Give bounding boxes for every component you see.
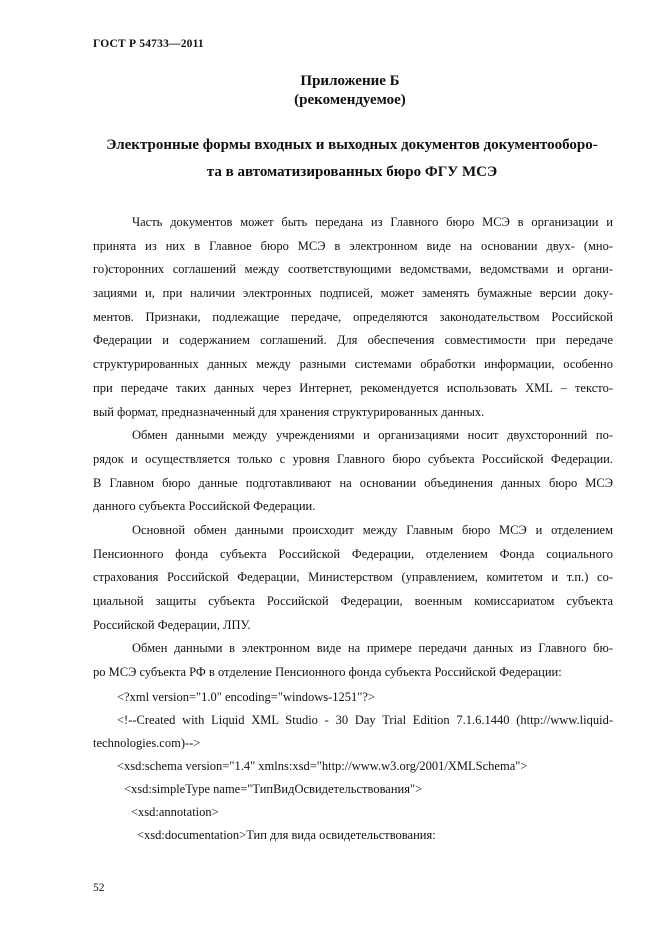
paragraph-line: ро МСЭ субъекта РФ в отделение Пенсионного фонда субъекта Российской Федерации: [93,665,562,680]
paragraph-line: Часть документов может быть передана из Главного бюро МСЭ в организации и [132,215,613,229]
paragraph-line: Российской Федерации, ЛПУ. [93,617,251,632]
code-line: <xsd:annotation> [131,805,219,819]
paragraph-line: го)сторонних соглашений между соответствующими ведомствами, ведомствами и органи- [93,262,613,277]
code-line: <xsd:documentation>Тип для вида освидетельствования: [137,828,436,842]
paragraph-line: Федерации и содержанием соглашений. Для обеспечения совместимости при передаче [93,333,613,348]
code-line: <xsd:simpleType name="ТипВидОсвидетельствования"> [124,782,423,796]
paragraph-line: В Главном бюро данные подготавливают на основании объединения данных бюро МСЭ [93,475,613,490]
paragraph-line: Основной обмен данными происходит между Главным бюро МСЭ и отделением [132,522,613,537]
body-text [93,211,613,685]
paragraph-line: структурированных данных между разными системами обработки информации, особенно [93,357,613,372]
paragraph-line: Обмен данными в электронном виде на примере передачи данных из Главного бю- [132,641,613,656]
paragraph-line: Пенсионного фонда субъекта Российской Федерации, отделением Фонда социального [93,546,613,561]
appendix-subtitle: (рекомендуемое) [294,92,406,108]
code-line: <xsd:schema version="1.4" xmlns:xsd="http://www.w3.org/2001/XMLSchema"> [117,759,528,773]
appendix-title: Приложение Б [300,73,400,89]
paragraph-line: вый формат, предназначенный для хранения структурированных данных. [93,404,485,419]
paragraph-line: рядок и осуществляется только с уровня Главного бюро субъекта Российской Федерации. [93,451,613,466]
paragraph-line: принята из них в Главное бюро МСЭ в электронном виде на основании двух- (мно- [93,238,613,253]
page-number: 52 [93,882,105,894]
xml-code-listing [93,686,613,847]
paragraph-line: циальной защиты субъекта Российской Федерации, военным комиссариатом субъекта [93,594,613,608]
code-line: <!--Created with Liquid XML Studio - 30 Day Trial Edition 7.1.6.1440 (http://www.liquid- [117,713,613,727]
paragraph-line: при передаче таких данных через Интернет, рекомендуется использовать XML – тексто- [93,380,613,395]
paragraph-line: ментов. Признаки, подлежащие передаче, определяются законодательством Российской [93,309,613,324]
section-title-line: Электронные формы входных и выходных документов документооборо- [106,137,598,153]
code-line: <?xml version="1.0" encoding="windows-1251"?> [117,690,375,704]
paragraph-line: страхования Российской Федерации, Министерством (управлением, комитетом и т.п.) со- [93,570,613,585]
paragraph-line: Обмен данными между учреждениями и организациями носит двухсторонний по- [132,428,613,443]
code-line: technologies.com)--> [93,736,201,750]
standard-header: ГОСТ Р 54733—2011 [93,38,204,50]
section-title-line: та в автоматизированных бюро ФГУ МСЭ [206,164,498,180]
paragraph-line: зациями и, при наличии электронных подписей, может заменять бумажные версии доку- [93,286,613,301]
paragraph-line: данного субъекта Российской Федерации. [93,499,316,514]
